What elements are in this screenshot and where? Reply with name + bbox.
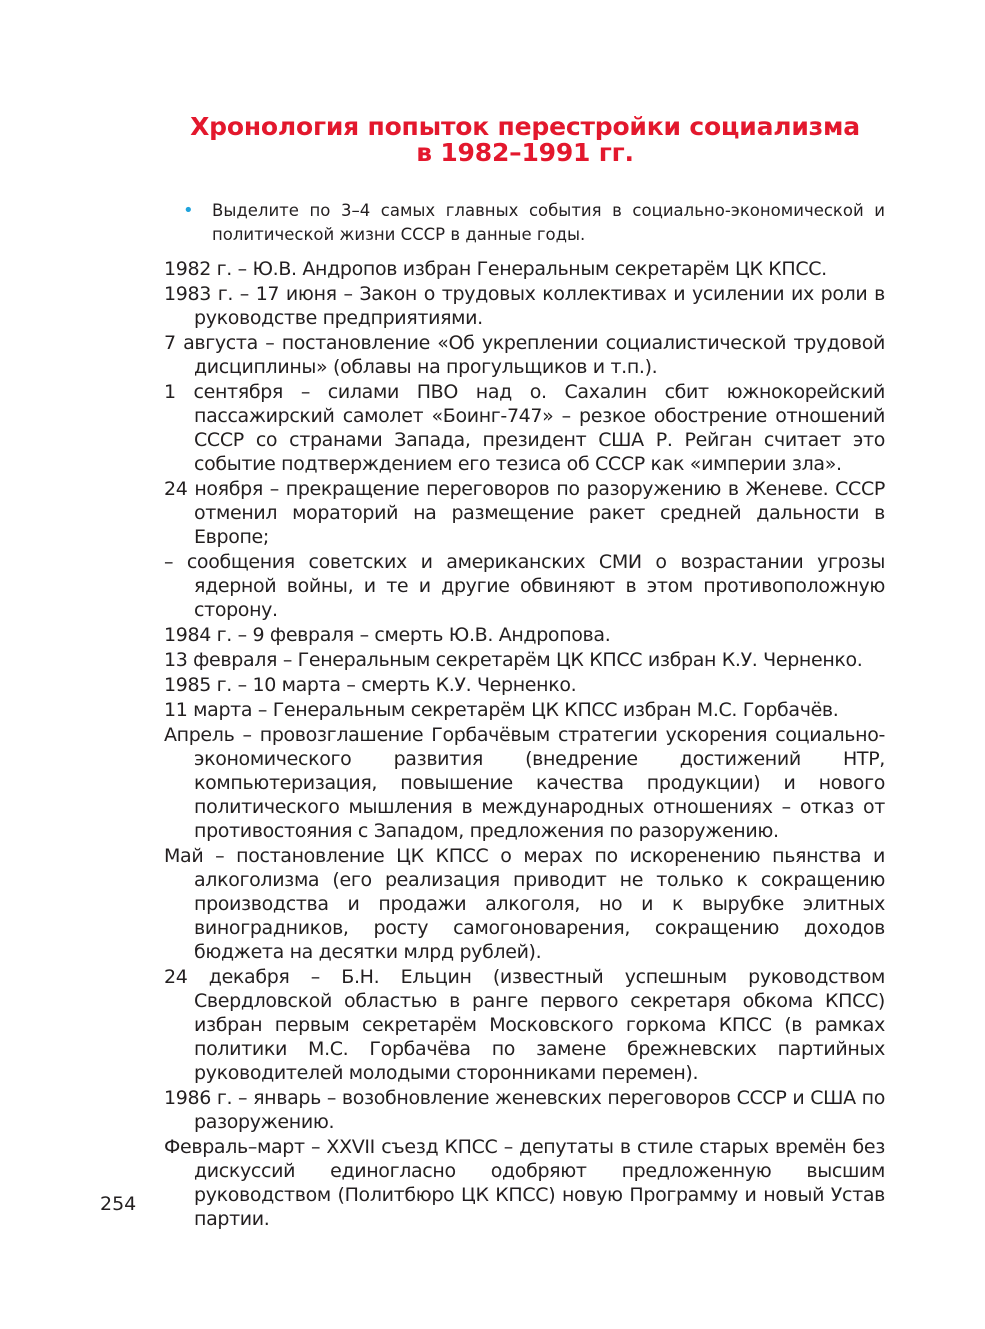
task-text: Выделите по 3–4 самых главных события в социально-экономической и политической жизни СССР в данные годы. — [212, 201, 885, 244]
chronology-list — [164, 257, 885, 1232]
task-block — [183, 199, 885, 247]
chronology-entry: 1 сентября – силами ПВО над о. Сахалин сбит южнокорейский пассажирский самолет «Боинг-747» – резкое обострение отношений СССР со странами Запада, президент США Р. Рейган считает это событие подтверждением его тезиса об СССР как «империи зла». — [164, 381, 885, 475]
chronology-entry: 1982 г. – Ю.В. Андропов избран Генеральным секретарём ЦК КПСС. — [164, 258, 827, 280]
chronology-entry: Апрель – провозглашение Горбачёвым стратегии ускорения социально-экономического развития (внедрение достижений НТР, компьютеризация, повышение качества продукции) и нового политического мышления в международных отношениях – отказ от противостояния с Западом, предложения по разоружению. — [164, 724, 885, 842]
page-title-line-2: в 1982–1991 гг. — [416, 138, 634, 167]
chronology-entry: 24 декабря – Б.Н. Ельцин (известный успешным руководством Свердловской областью в ранге первого секретаря обкома КПСС) избран первым секретарём Московского горкома КПСС (в рамках политики М.С. Горбачёва по замене брежневских партийных руководителей молодыми сторонниками перемен). — [164, 966, 885, 1084]
page-title — [160, 114, 890, 166]
page-number: 254 — [100, 1193, 137, 1215]
chronology-entry: 13 февраля – Генеральным секретарём ЦК КПСС избран К.У. Черненко. — [164, 649, 863, 671]
chronology-entry: 7 августа – постановление «Об укреплении социалистической трудовой дисциплины» (облавы на прогульщиков и т.п.). — [164, 332, 885, 378]
chronology-entry: 24 ноября – прекращение переговоров по разоружению в Женеве. СССР отменил мораторий на размещение ракет средней дальности в Европе; — [164, 478, 885, 548]
chronology-entry: 1983 г. – 17 июня – Закон о трудовых коллективах и усилении их роли в руководстве предприятиями. — [164, 283, 885, 329]
chronology-entry: – сообщения советских и американских СМИ о возрастании угрозы ядерной войны, и те и другие обвиняют в этом противоположную сторону. — [164, 551, 885, 621]
chronology-entry: Февраль–март – XXVII съезд КПСС – депутаты в стиле старых времён без дискуссий единогласно одобряют предложенную высшим руководством (Политбюро ЦК КПСС) новую Программу и новый Устав партии. — [164, 1136, 885, 1230]
chronology-entry: 1984 г. – 9 февраля – смерть Ю.В. Андропова. — [164, 624, 611, 646]
chronology-entry: 1985 г. – 10 марта – смерть К.У. Черненко. — [164, 674, 577, 696]
bullet-icon: • — [183, 200, 194, 221]
page-title-line-1: Хронология попыток перестройки социализма — [190, 112, 860, 141]
chronology-entry: Май – постановление ЦК КПСС о мерах по искоренению пьянства и алкоголизма (его реализация приводит не только к сокращению производства и продажи алкоголя, но и к вырубке элитных виноградников, росту самогоноварения, сокращению доходов бюджета на десятки млрд рублей). — [164, 845, 885, 963]
chronology-entry: 1986 г. – январь – возобновление женевских переговоров СССР и США по разоружению. — [164, 1087, 885, 1133]
chronology-entry: 11 марта – Генеральным секретарём ЦК КПСС избран М.С. Горбачёв. — [164, 699, 839, 721]
